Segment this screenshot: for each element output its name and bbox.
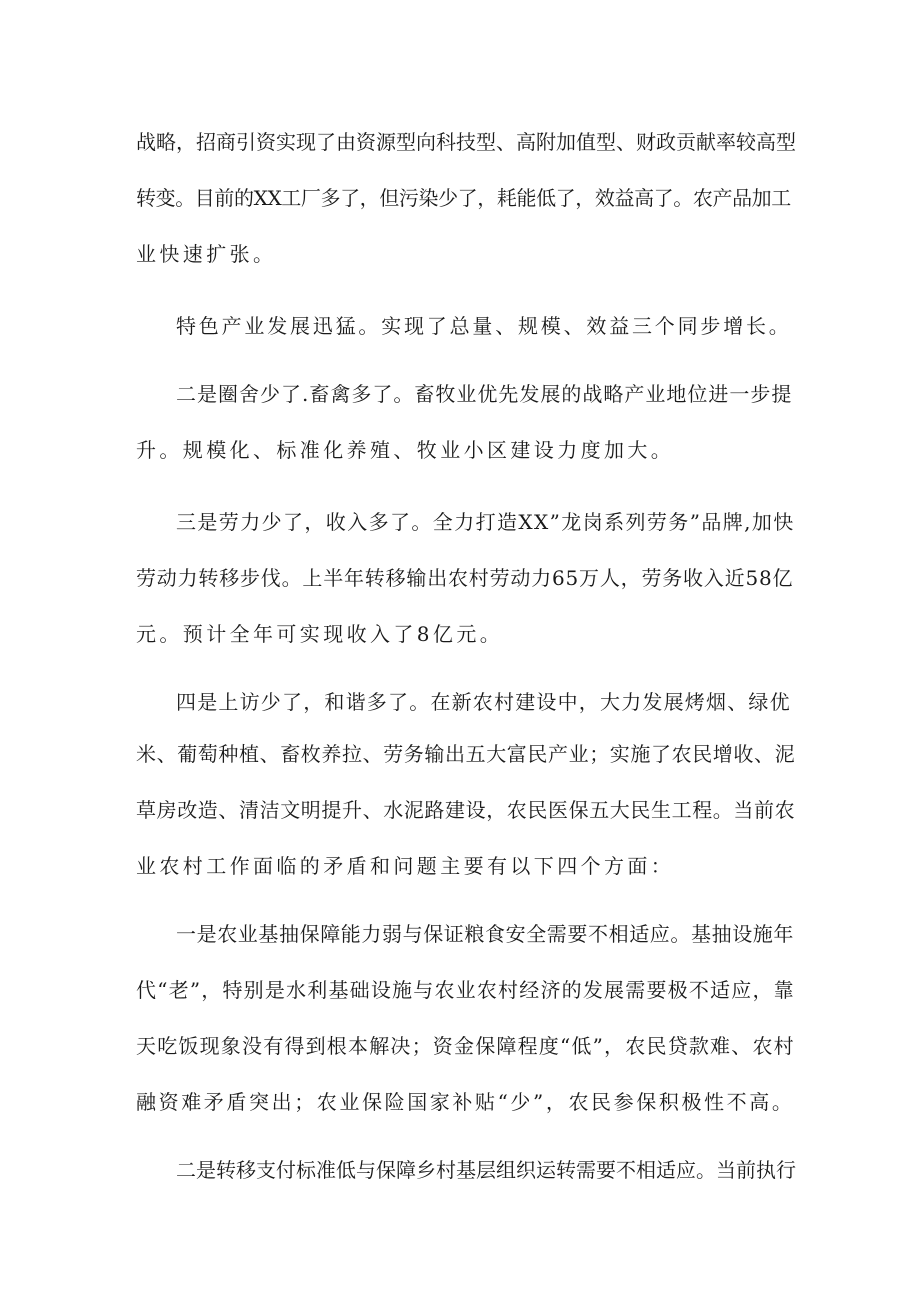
paragraph-3-line-2: 升。规模化、标准化养殖、牧业小区建设力度加大。: [136, 438, 675, 462]
paragraph-4-line-1: 三是劳力少了，收入多了。全力打造XX”龙岗系列劳务”品牌,加快: [176, 510, 795, 534]
paragraph-5-line-1: 四是上访少了，和谐多了。在新农村建设中，大力发展烤烟、绿优: [176, 690, 791, 714]
paragraph-6-line-4: 融资难矛盾突出；农业保险国家补贴“少”，农民参保积极性不高。: [136, 1090, 795, 1114]
paragraph-1-line-1: 战略，招商引资实现了由资源型向科技型、高附加值型、财政贡献率较高型: [136, 130, 796, 154]
paragraph-5-line-4: 业农村工作面临的矛盾和问题主要有以下四个方面：: [136, 854, 675, 878]
paragraph-3-line-1: 二是圈舍少了.畜禽多了。畜牧业优先发展的战略产业地位进一步提: [176, 382, 793, 406]
paragraph-1-line-2: 转变。目前的XX工厂多了，但污染少了，耗能低了，效益高了。农产品加工: [136, 186, 791, 210]
paragraph-6-line-1: 一是农业基抽保障能力弱与保证粮食安全需要不相适应。基抽设施年: [176, 922, 794, 946]
paragraph-6-line-3: 天吃饭现象没有得到根本解决；资金保障程度“低”，农民贷款难、农村: [136, 1034, 795, 1058]
paragraph-2-line-1: 特色产业发展迅猛。实现了总量、规模、效益三个同步增长。: [176, 314, 792, 338]
paragraph-6-line-2: 代“老”，特别是水利基础设施与农业农村经济的发展需要极不适应，靠: [136, 978, 795, 1002]
paragraph-4-line-2: 劳动力转移步伐。上半年转移输出农村劳动力65万人，劳务收入近58亿: [136, 566, 794, 590]
paragraph-5-line-3: 草房改造、清洁文明提升、水泥路建设，农民医保五大民生工程。当前农: [136, 798, 796, 822]
paragraph-4-line-3: 元。预计全年可实现收入了8亿元。: [136, 622, 504, 646]
paragraph-1-line-3: 业快速扩张。: [136, 242, 277, 266]
paragraph-5-line-2: 米、葡萄种植、畜枚养拉、劳务输出五大富民产业；实施了农民增收、泥: [136, 742, 796, 766]
paragraph-7-line-1: 二是转移支付标准低与保障乡村基层组织运转需要不相适应。当前执行: [176, 1158, 796, 1182]
